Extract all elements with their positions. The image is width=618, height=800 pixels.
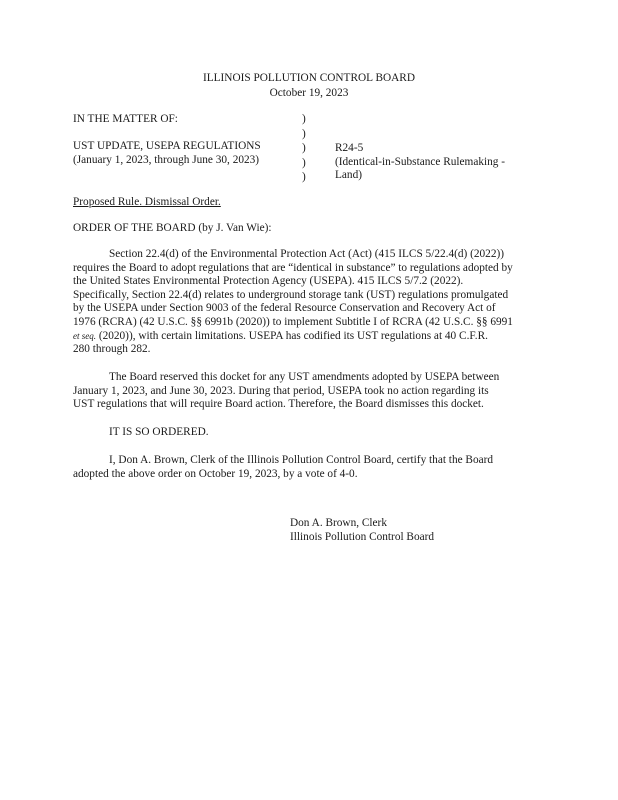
paragraph-2-line: UST regulations that will require Board action. Therefore, the Board dismisses this docket. (73, 398, 484, 411)
signature-org: Illinois Pollution Control Board (290, 531, 435, 543)
paragraph-1-line: requires the Board to adopt regulations that are “identical in substance” to regulations adopted by (73, 261, 513, 274)
certification-line: adopted the above order on October 19, 2023, by a vote of 4-0. (73, 467, 358, 480)
paragraph-1-line: 280 through 282. (73, 343, 151, 356)
paragraph-1 (73, 248, 541, 357)
certification-line: I, Don A. Brown, Clerk of the Illinois Pollution Control Board, certify that the Board (109, 454, 494, 466)
paren: ) (302, 171, 306, 183)
caption-title-line1: UST UPDATE, USEPA REGULATIONS (73, 140, 261, 152)
order-of-board: ORDER OF THE BOARD (by J. Van Wie): (73, 222, 272, 234)
paragraph-1-line (73, 330, 541, 344)
board-name: ILLINOIS POLLUTION CONTROL BOARD (202, 72, 415, 84)
paragraph-2-line: January 1, 2023, and June 30, 2023. During that period, USEPA took no action regarding its (73, 384, 489, 397)
order-date: October 19, 2023 (269, 87, 349, 99)
paragraph-1-line: 1976 (RCRA) (42 U.S.C. §§ 6991b (2020)) to implement Subtitle I of RCRA (42 U.S.C. §§ 6991 (73, 315, 513, 328)
et-seq: et seq. (73, 330, 96, 341)
paren: ) (302, 113, 306, 125)
rulemaking-type-line1: (Identical-in-Substance Rulemaking - (335, 156, 506, 168)
paren: ) (302, 127, 306, 140)
caption-parens (302, 112, 306, 185)
paragraph-1-line: by the USEPA under Section 9003 of the federal Resource Conservation and Recovery Act of (73, 302, 496, 315)
docket-number: R24-5 (335, 142, 364, 154)
so-ordered: IT IS SO ORDERED. (109, 426, 209, 438)
rulemaking-type-line2: Land) (335, 169, 362, 181)
paragraph-1-tail: (2020)), with certain limitations. USEPA has codified its UST regulations at 40 C.F.R. (96, 329, 488, 342)
caption-title-line2: (January 1, 2023, through June 30, 2023) (73, 154, 260, 166)
paren: ) (302, 156, 306, 169)
paragraph-1-line: Specifically, Section 22.4(d) relates to underground storage tank (UST) regulations promulgated (73, 288, 509, 301)
paren: ) (302, 142, 306, 154)
document-heading: Proposed Rule. Dismissal Order. (73, 196, 221, 208)
paragraph-2-line: The Board reserved this docket for any UST amendments adopted by USEPA between (109, 371, 500, 383)
paragraph-1-line: Section 22.4(d) of the Environmental Protection Act (Act) (415 ILCS 5/22.4(d) (2022)) (109, 248, 504, 260)
signature-name: Don A. Brown, Clerk (290, 517, 387, 529)
in-the-matter: IN THE MATTER OF: (73, 113, 178, 125)
paragraph-1-line: the United States Environmental Protection Agency (USEPA). 415 ILCS 5/7.2 (2022). (73, 275, 464, 288)
paragraph-2 (73, 371, 541, 412)
certification (73, 454, 541, 481)
